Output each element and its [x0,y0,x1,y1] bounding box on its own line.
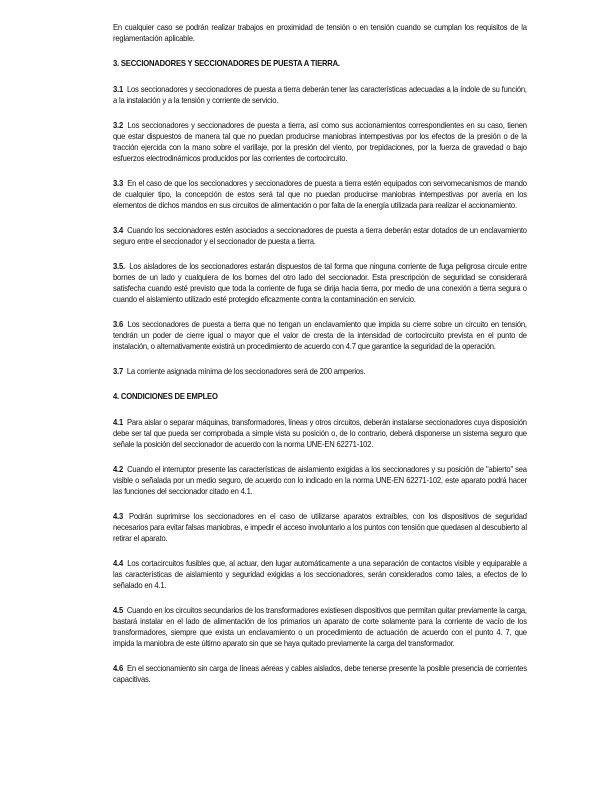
paragraph-3-6 [113,319,527,352]
paragraph-4-1 [113,417,527,450]
paragraph-number: 4.6 [113,664,124,673]
paragraph-4-2 [113,464,527,497]
paragraph-text: La corriente asignada mínima de los seccionadores será de 200 amperios. [126,367,366,376]
paragraph-3-4 [113,225,527,247]
paragraph-text: Cuando los seccionadores estén asociados a seccionadores de puesta a tierra deberán estar dotados de un enclavamiento seguro entre el seccionador y el seccionador de puesta a tierra. [113,226,527,246]
paragraph-text: Los seccionadores de puesta a tierra que no tengan un enclavamiento que impida su cierre sobre un circuito en tensión, tendrán un poder de cierre igual o mayor que el valor de cresta de la intensidad de cortocircuito prevista en el punto de instalación, o alternativamente existirá un procedimiento de acuerdo con 4.7 que garantice la seguridad de la operación. [113,320,527,351]
paragraph-number: 3.4 [113,226,124,235]
intro-paragraph: En cualquier caso se podrán realizar trabajos en proximidad de tensión o en tensión cuando se cumplan los requisitos de la reglamentación aplicable. [113,23,527,43]
paragraph-text: Para aislar o separar máquinas, transformadores, líneas y otros circuitos, deberán instalarse seccionadores cuya disposición debe ser tal que pueda ser comprobada a simple vista su posición o, de lo contrario, deberá disponerse un sistema seguro que señale la posición del seccionador de acuerdo con la norma UNE-EN 62271-102. [113,418,527,449]
paragraph-3-5 [113,261,527,305]
section-4-heading: 4. CONDICIONES DE EMPLEO [113,392,218,401]
paragraph-text: Los seccionadores y seccionadores de puesta a tierra deberán tener las características adecuadas a la índole de su función, a la instalación y a la tensión y corriente de servicio. [113,85,527,105]
paragraph-3-7 [113,366,527,377]
paragraph-4-3 [113,511,527,544]
paragraph-text: En el seccionamiento sin carga de líneas aéreas y cables aislados, debe tenerse presente la posible presencia de corrientes capacitivas. [113,664,527,684]
paragraph-number: 4.1 [113,418,124,427]
paragraph-text: Los seccionadores y seccionadores de puesta a tierra, así como sus accionamientos correspondientes en su caso, tienen que estar dispuestos de manera tal que no puedan producirse maniobras intempestivas por los efectos de la presión o de la tracción ejercida con la mano sobre el varillaje, por la presión del viento, por trepidaciones, por la fuerza de gravedad o bajo esfuerzos electrodinámicos producidos por las corrientes de cortocircuito. [113,121,527,163]
section-3-heading: 3. SECCIONADORES Y SECCIONADORES DE PUESTA A TIERRA. [113,59,340,68]
paragraph-number: 4.4 [113,559,124,568]
paragraph-text: Cuando en los circuitos secundarios de los transformadores existiesen dispositivos que permitan quitar previamente la carga, bastará instalar en el lado de alimentación de los primarios un aparato de corte solamente para la corriente de vacío de los transformadores, siempre que exista un enclavamiento o un procedimiento de actuación de acuerdo con el punto 4. 7, que impida la maniobra de este último aparato sin que se haya quitado previamente la carga del transformador. [113,606,527,648]
paragraph-number: 3.5. [113,262,125,271]
document-page [113,22,527,699]
paragraph-text: Los cortacircuitos fusibles que, al actuar, den lugar automáticamente a una separación de contactos visible y equiparable a las características de aislamiento y seguridad exigidas a los seccionadores, serán considerados como tales, a efectos de lo señalado en 4.1. [113,559,527,590]
paragraph-3-2 [113,120,527,164]
paragraph-number: 4.5 [113,606,124,615]
paragraph-number: 3.6 [113,320,124,329]
paragraph-text: Cuando el interruptor presente las características de aislamiento exigidas a los seccionadores y su posición de "abierto" sea visible o señalada por un medio seguro, de acuerdo con lo indicado en la norma UNE-EN 62271-102, este aparato podrá hacer las funciones del seccionador citado en 4.1. [113,465,527,496]
paragraph-text: Podrán suprimirse los seccionadores en el caso de utilizarse aparatos extraíbles, con los dispositivos de seguridad necesarios para evitar falsas maniobras, e impedir el acceso involuntario a los puntos con tensión que quedasen al descubierto al retirar el aparato. [113,512,527,543]
paragraph-number: 4.2 [113,465,124,474]
paragraph-text: En el caso de que los seccionadores y seccionadores de puesta a tierra estén equipados con servomecanismos de mando de cualquier tipo, la concepción de estos será tal que no puedan producirse maniobras intempestivas por avería en los elementos de dichos mandos en sus circuitos de alimentación o por falta de la energía utilizada para realizar el accionamiento. [113,179,527,210]
paragraph-3-3 [113,178,527,211]
paragraph-number: 3.7 [113,367,124,376]
paragraph-4-5 [113,605,527,649]
paragraph-number: 4.3 [113,512,124,521]
paragraph-3-1 [113,84,527,106]
paragraph-number: 3.2 [113,121,124,130]
paragraph-4-4 [113,558,527,591]
paragraph-number: 3.1 [113,85,124,94]
paragraph-4-6 [113,663,527,685]
paragraph-number: 3.3 [113,179,124,188]
paragraph-text: Los aisladores de los seccionadores estarán dispuestos de tal forma que ninguna corriente de fuga peligrosa circule entre bornes de un lado y cualquiera de los bornes del otro lado del seccionador. Esta prescripción de seguridad se considerará satisfecha cuando esté previsto que toda la corriente de fuga se dirija hacia tierra, por medio de una conexión a tierra segura o cuando el aislamiento utilizado esté protegido eficazmente contra la contaminación en servicio. [113,262,527,304]
